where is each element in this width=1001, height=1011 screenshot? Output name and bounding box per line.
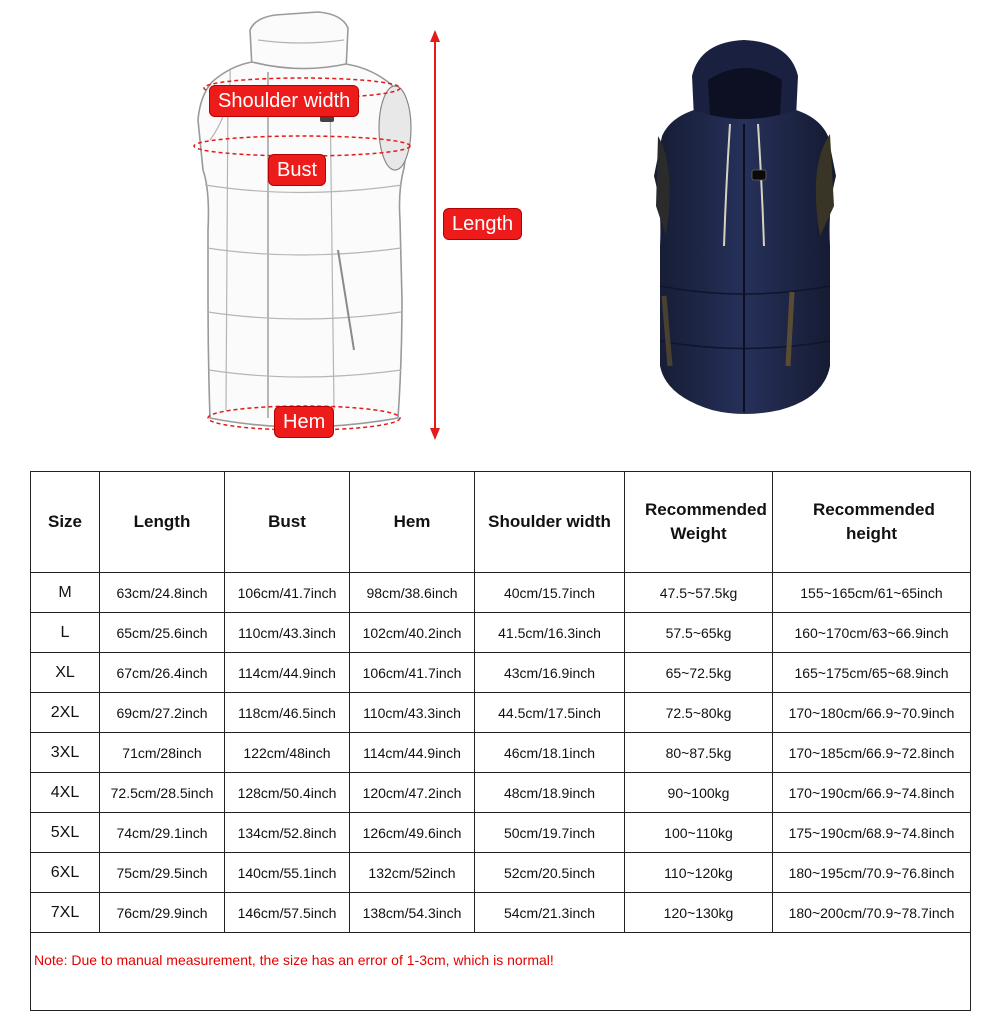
cell-hem: 98cm/38.6inch — [350, 573, 475, 613]
cell-height: 170~190cm/66.9~74.8inch — [773, 773, 971, 813]
note-row — [31, 933, 971, 1011]
bust-label: Bust — [268, 154, 326, 186]
cell-weight: 57.5~65kg — [625, 613, 773, 653]
cell-weight: 90~100kg — [625, 773, 773, 813]
cell-length: 63cm/24.8inch — [100, 573, 225, 613]
cell-length: 75cm/29.5inch — [100, 853, 225, 893]
cell-length: 71cm/28inch — [100, 733, 225, 773]
hem-label: Hem — [274, 406, 334, 438]
cell-size: 6XL — [31, 853, 100, 893]
cell-weight: 80~87.5kg — [625, 733, 773, 773]
cell-hem: 138cm/54.3inch — [350, 893, 475, 933]
cell-shoulder-width: 52cm/20.5inch — [475, 853, 625, 893]
cell-height: 155~165cm/61~65inch — [773, 573, 971, 613]
cell-bust: 118cm/46.5inch — [225, 693, 350, 733]
cell-shoulder-width: 43cm/16.9inch — [475, 653, 625, 693]
cell-weight: 100~110kg — [625, 813, 773, 853]
cell-length: 69cm/27.2inch — [100, 693, 225, 733]
cell-height: 180~200cm/70.9~78.7inch — [773, 893, 971, 933]
measurement-note: Note: Due to manual measurement, the size has an error of 1-3cm, which is normal! — [31, 933, 971, 1011]
cell-bust: 146cm/57.5inch — [225, 893, 350, 933]
cell-size: 5XL — [31, 813, 100, 853]
table-row — [31, 813, 971, 853]
cell-weight: 110~120kg — [625, 853, 773, 893]
cell-size: 2XL — [31, 693, 100, 733]
cell-weight: 120~130kg — [625, 893, 773, 933]
header-shoulder-width: Shoulder width — [475, 472, 625, 573]
cell-shoulder-width: 40cm/15.7inch — [475, 573, 625, 613]
cell-size: 7XL — [31, 893, 100, 933]
cell-length: 72.5cm/28.5inch — [100, 773, 225, 813]
cell-size: L — [31, 613, 100, 653]
table-row — [31, 773, 971, 813]
cell-shoulder-width: 50cm/19.7inch — [475, 813, 625, 853]
cell-hem: 110cm/43.3inch — [350, 693, 475, 733]
cell-bust: 106cm/41.7inch — [225, 573, 350, 613]
table-row — [31, 693, 971, 733]
cell-bust: 114cm/44.9inch — [225, 653, 350, 693]
cell-size: 4XL — [31, 773, 100, 813]
length-label: Length — [443, 208, 522, 240]
cell-bust: 122cm/48inch — [225, 733, 350, 773]
cell-length: 67cm/26.4inch — [100, 653, 225, 693]
header-recommended-height: Recommended height — [773, 472, 971, 573]
cell-hem: 120cm/47.2inch — [350, 773, 475, 813]
cell-bust: 110cm/43.3inch — [225, 613, 350, 653]
header-length: Length — [100, 472, 225, 573]
cell-height: 170~185cm/66.9~72.8inch — [773, 733, 971, 773]
vest-product-photo — [640, 36, 850, 426]
cell-height: 160~170cm/63~66.9inch — [773, 613, 971, 653]
table-row — [31, 613, 971, 653]
cell-height: 165~175cm/65~68.9inch — [773, 653, 971, 693]
cell-bust: 128cm/50.4inch — [225, 773, 350, 813]
cell-hem: 126cm/49.6inch — [350, 813, 475, 853]
cell-weight: 65~72.5kg — [625, 653, 773, 693]
table-row — [31, 893, 971, 933]
cell-hem: 106cm/41.7inch — [350, 653, 475, 693]
cell-hem: 114cm/44.9inch — [350, 733, 475, 773]
cell-length: 74cm/29.1inch — [100, 813, 225, 853]
table-row — [31, 733, 971, 773]
cell-height: 170~180cm/66.9~70.9inch — [773, 693, 971, 733]
cell-hem: 132cm/52inch — [350, 853, 475, 893]
cell-weight: 72.5~80kg — [625, 693, 773, 733]
cell-size: 3XL — [31, 733, 100, 773]
cell-weight: 47.5~57.5kg — [625, 573, 773, 613]
cell-bust: 134cm/52.8inch — [225, 813, 350, 853]
shoulder-width-label: Shoulder width — [209, 85, 359, 117]
header-hem: Hem — [350, 472, 475, 573]
cell-length: 65cm/25.6inch — [100, 613, 225, 653]
cell-height: 180~195cm/70.9~76.8inch — [773, 853, 971, 893]
cell-hem: 102cm/40.2inch — [350, 613, 475, 653]
cell-shoulder-width: 48cm/18.9inch — [475, 773, 625, 813]
cell-size: M — [31, 573, 100, 613]
cell-size: XL — [31, 653, 100, 693]
table-header-row — [31, 472, 971, 573]
cell-length: 76cm/29.9inch — [100, 893, 225, 933]
size-chart-table — [30, 471, 971, 1011]
table-row — [31, 573, 971, 613]
header-recommended-weight: Recommended Weight — [625, 472, 773, 573]
header-bust: Bust — [225, 472, 350, 573]
cell-shoulder-width: 54cm/21.3inch — [475, 893, 625, 933]
cell-bust: 140cm/55.1inch — [225, 853, 350, 893]
header-size: Size — [31, 472, 100, 573]
cell-shoulder-width: 41.5cm/16.3inch — [475, 613, 625, 653]
table-row — [31, 653, 971, 693]
cell-height: 175~190cm/68.9~74.8inch — [773, 813, 971, 853]
cell-shoulder-width: 44.5cm/17.5inch — [475, 693, 625, 733]
measurement-illustration — [0, 0, 1001, 460]
cell-shoulder-width: 46cm/18.1inch — [475, 733, 625, 773]
table-row — [31, 853, 971, 893]
